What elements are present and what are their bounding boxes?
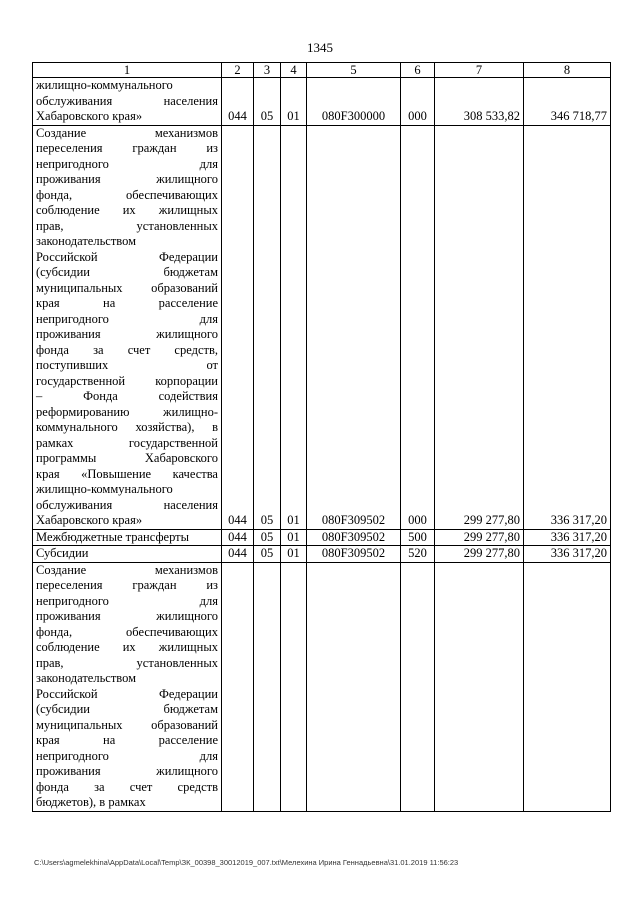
table-row [33,562,611,811]
col-header-6: 6 [401,63,435,78]
row-description [33,562,222,811]
description-line: законодательством [36,671,137,685]
description-line: обслуживания населения [36,497,218,512]
col-header-5: 5 [307,63,401,78]
row-description [33,546,222,563]
subsection-code-cell: 01 [281,546,307,563]
description-line: реформированию жилищно- [36,404,218,419]
col-header-1: 1 [33,63,222,78]
description-line: края «Повышение качества [36,466,218,481]
description-line: непригодного для [36,156,218,171]
description-line: (субсидии бюджетам [36,265,218,279]
subsection-code-cell: 01 [281,125,307,529]
description-line: Хабаровского края» [36,109,143,123]
description-line: края на расселение [36,733,218,747]
description-line: рамках государственной [36,435,218,450]
amount-year1-cell: 299 277,80 [435,529,524,546]
section-code-cell: 05 [254,546,281,563]
target-article-cell: 080F309502 [307,125,401,529]
description-line: государственной корпорации [36,373,218,388]
description-line: обслуживания населения [36,93,218,108]
description-line: прав, установленных [36,218,218,233]
expense-type-cell: 000 [401,125,435,529]
table-row [33,529,611,546]
col-header-3: 3 [254,63,281,78]
description-line: Межбюджетные трансферты [36,529,190,544]
description-line: (субсидии бюджетам [36,702,218,716]
description-line: непригодного для [36,593,218,608]
ministry-code-cell: 044 [222,546,254,563]
description-line: фонда, обеспечивающих [36,187,218,202]
table-row [33,78,611,126]
amount-year2-cell: 346 718,77 [524,78,611,126]
description-line: фонда, обеспечивающих [36,624,218,639]
section-code-cell: 05 [254,78,281,126]
ministry-code-cell: 044 [222,78,254,126]
row-description [33,529,222,546]
description-line: соблюдение их жилищных [36,640,218,654]
section-code-cell: 05 [254,529,281,546]
description-line: переселения граждан из [36,141,218,155]
amount-year1-cell [435,562,524,811]
target-article-cell [307,562,401,811]
description-line: непригодного для [36,311,218,326]
table-row [33,125,611,529]
description-line: муниципальных образований [36,717,218,732]
amount-year2-cell: 336 317,20 [524,529,611,546]
amount-year1-cell: 299 277,80 [435,125,524,529]
description-line: жилищно-коммунального [36,482,173,496]
description-line: непригодного для [36,748,218,763]
section-code-cell: 05 [254,125,281,529]
col-header-8: 8 [524,63,611,78]
description-line: переселения граждан из [36,578,218,592]
expense-type-cell: 500 [401,529,435,546]
table-row [33,546,611,563]
description-line: законодательством [36,234,137,248]
amount-year2-cell: 336 317,20 [524,125,611,529]
ministry-code-cell: 044 [222,529,254,546]
description-line: поступивших от [36,358,218,372]
target-article-cell: 080F309502 [307,546,401,563]
description-line: коммунального хозяйства), в [36,420,218,434]
description-line: жилищно-коммунального [36,78,173,92]
description-line: Российской Федерации [36,249,218,264]
description-line: фонда за счет средств, [36,342,218,357]
description-line: – Фонда содействия [36,389,218,403]
description-line: Создание механизмов [36,562,218,577]
description-line: проживания жилищного [36,609,218,623]
row-description [33,78,222,126]
budget-table [32,62,611,812]
description-line: фонда за счет средств [36,779,218,794]
description-line: прав, установленных [36,655,218,670]
description-line: проживания жилищного [36,172,218,186]
subsection-code-cell [281,562,307,811]
description-line: муниципальных образований [36,280,218,295]
col-header-4: 4 [281,63,307,78]
subsection-code-cell: 01 [281,529,307,546]
amount-year2-cell [524,562,611,811]
amount-year1-cell: 308 533,82 [435,78,524,126]
page-number: 1345 [307,40,333,55]
description-line: Субсидии [36,546,89,560]
expense-type-cell: 000 [401,78,435,126]
amount-year1-cell: 299 277,80 [435,546,524,563]
col-header-2: 2 [222,63,254,78]
target-article-cell: 080F300000 [307,78,401,126]
ministry-code-cell [222,562,254,811]
description-line: бюджетов), в рамках [36,795,146,809]
description-line: проживания жилищного [36,327,218,341]
subsection-code-cell: 01 [281,78,307,126]
description-line: Создание механизмов [36,125,218,140]
description-line: программы Хабаровского [36,451,218,465]
header-row [33,63,611,78]
description-line: Российской Федерации [36,686,218,701]
expense-type-cell [401,562,435,811]
col-header-7: 7 [435,63,524,78]
description-line: Хабаровского края» [36,513,143,527]
description-line: края на расселение [36,296,218,310]
file-path-footer: C:\Users\agmelekhina\AppData\Local\Temp\ЗК_00398_30012019_007.txt\Мелехина Ирина Геннадьевна\31.01.2019 11:56:23 [34,858,459,867]
section-code-cell [254,562,281,811]
description-line: соблюдение их жилищных [36,203,218,217]
description-line: проживания жилищного [36,764,218,778]
expense-type-cell: 520 [401,546,435,563]
row-description [33,125,222,529]
ministry-code-cell: 044 [222,125,254,529]
target-article-cell: 080F309502 [307,529,401,546]
amount-year2-cell: 336 317,20 [524,546,611,563]
